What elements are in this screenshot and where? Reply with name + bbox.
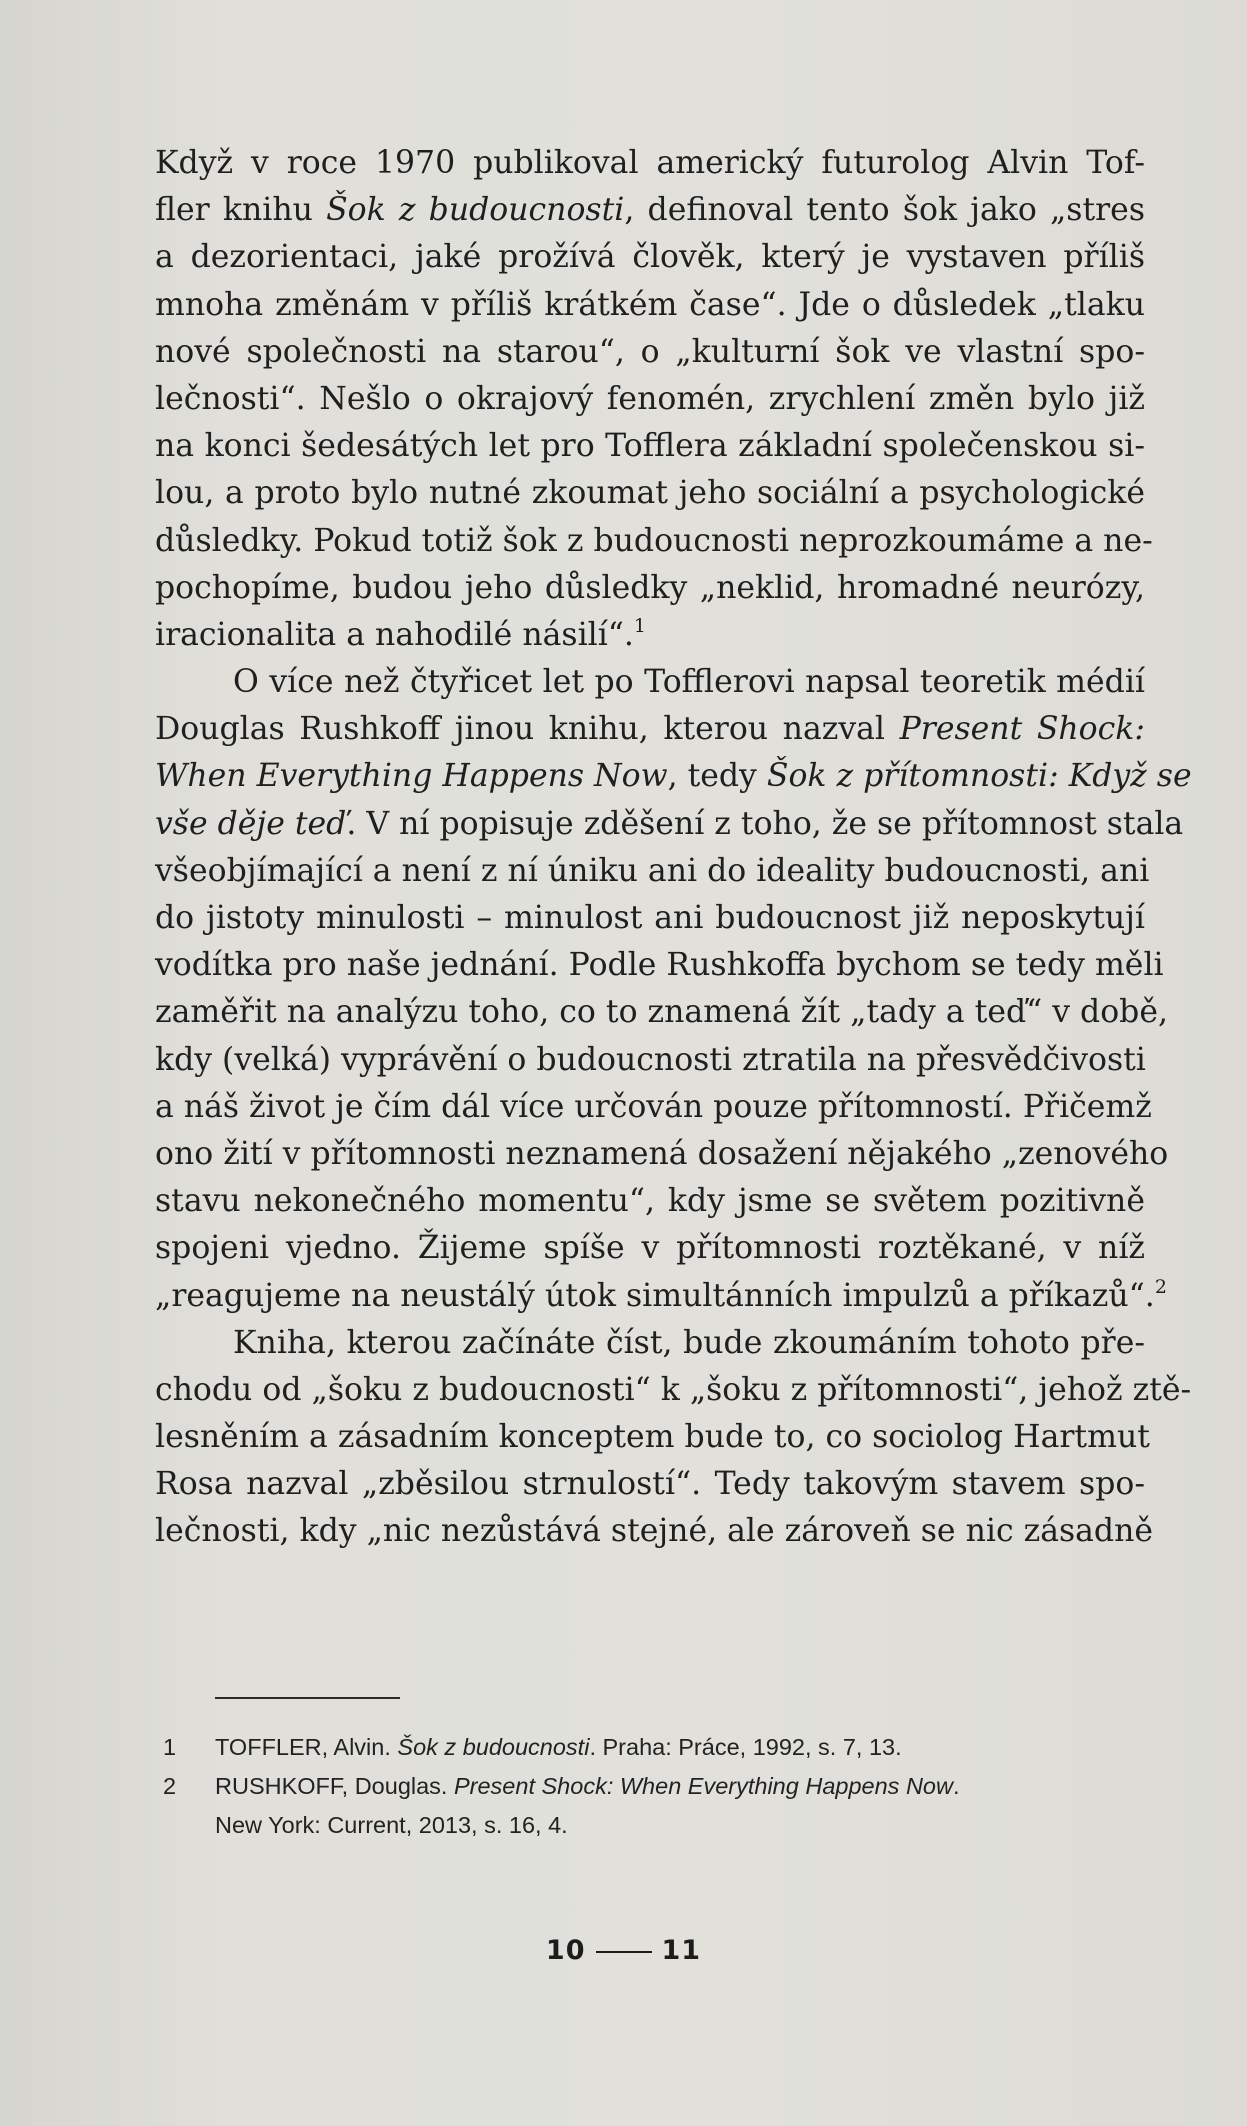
text-run: chodu od „šoku z budoucnosti“ k „šoku z přítomnosti“, jehož ztě-	[155, 1371, 1192, 1408]
footnote	[163, 1806, 1063, 1845]
text-line	[155, 1225, 1145, 1272]
footnote-number: 1	[163, 1734, 177, 1760]
page-number-left: 10	[545, 1935, 586, 1966]
footnotes	[163, 1728, 1063, 1845]
text-line	[155, 1414, 1150, 1461]
text-run: a náš život je čím dál více určován pouze přítomností. Přičemž	[155, 1088, 1152, 1125]
text-run: iracionalita a nahodilé násilí“.	[155, 616, 634, 653]
text-run: . V ní popisuje zděšení z toho, že se přítomnost stala	[346, 805, 1184, 842]
text-run: Když v roce 1970 publikoval americký futurolog Alvin Tof-	[155, 145, 1145, 181]
text-run: , definoval tento šok jako „stres	[624, 192, 1145, 229]
text-line	[155, 565, 1145, 612]
text-line	[155, 801, 1184, 848]
footnote-number: 2	[163, 1773, 177, 1799]
italic-title: Šok z budoucnosti	[397, 1734, 590, 1760]
text-run: fler knihu	[155, 192, 327, 229]
text-run: O více než čtyřicet let po Tofflerovi napsal teoretik médií	[233, 664, 1145, 701]
italic-title: Šok z budoucnosti	[326, 192, 625, 229]
text-line	[155, 1037, 1145, 1084]
text-line	[155, 895, 1145, 942]
footnote-text	[215, 1767, 960, 1806]
italic-title: Present Shock:	[899, 711, 1145, 748]
text-run: do jistoty minulosti – minulost ani budoucnost již neposkytují	[155, 900, 1145, 936]
text-run: vodítka pro naše jednání. Podle Rushkoffa bychom se tedy měli	[155, 947, 1164, 984]
text-line	[155, 753, 1192, 800]
text-line	[155, 1273, 1167, 1320]
italic-title: Šok z přítomnosti: Když se	[766, 758, 1192, 795]
italic-title: Present Shock: When Everything Happens Now	[453, 1773, 953, 1799]
footnote-separator	[215, 1697, 400, 1699]
folio-dash	[596, 1951, 652, 1953]
text-line	[155, 1178, 1145, 1225]
text-line	[155, 1084, 1152, 1131]
footnote-text	[215, 1728, 902, 1767]
text-run: RUSHKOFF, Douglas.	[215, 1773, 454, 1799]
text-run: nové společnosti na starou“, o „kulturní šok ve vlastní spo-	[155, 333, 1145, 370]
italic-title: vše děje teď	[155, 805, 347, 842]
text-run: a dezorientaci, jaké prožívá člověk, který je vystaven příliš	[155, 239, 1145, 276]
text-line	[155, 1320, 1145, 1367]
text-run: . Praha: Práce, 1992, s. 7, 13.	[589, 1734, 902, 1760]
text-run: „reagujeme na neustálý útok simultánních impulzů a příkazů“.	[155, 1277, 1155, 1314]
text-run: ono žití v přítomnosti neznamená dosažení nějakého „zenového	[155, 1135, 1169, 1172]
text-run: lesněním a zásadním konceptem bude to, co sociolog Hartmut	[155, 1419, 1150, 1456]
footnote	[163, 1728, 1063, 1767]
text-line	[155, 706, 1145, 753]
page-number-right: 11	[661, 1935, 702, 1966]
text-line	[155, 518, 1153, 565]
footnote	[163, 1767, 1063, 1806]
text-run: lou, a proto bylo nutné zkoumat jeho sociální a psychologické	[155, 475, 1145, 512]
text-run: Kniha, kterou začínáte číst, bude zkoumáním tohoto pře-	[233, 1324, 1145, 1361]
text-run: kdy (velká) vyprávění o budoucnosti ztratila na přesvědčivosti	[155, 1041, 1146, 1078]
text-run: TOFFLER, Alvin.	[215, 1734, 398, 1760]
text-run: důsledky. Pokud totiž šok z budoucnosti neprozkoumáme a ne-	[155, 522, 1153, 559]
text-line	[155, 989, 1168, 1036]
text-run: New York: Current, 2013, s. 16, 4.	[215, 1812, 568, 1838]
text-line	[155, 659, 1145, 706]
text-line	[155, 187, 1145, 234]
text-line	[155, 1131, 1169, 1178]
text-run: Douglas Rushkoff jinou knihu, kterou nazval	[155, 711, 900, 748]
page-numbers	[0, 1935, 1247, 1966]
text-line	[155, 848, 1150, 895]
text-line	[155, 1367, 1192, 1414]
body-text	[155, 140, 1192, 1556]
text-run: lečnosti“. Nešlo o okrajový fenomén, zrychlení změn bylo již	[155, 380, 1145, 417]
text-line	[155, 612, 1145, 659]
text-line	[155, 329, 1145, 376]
footnote-text	[215, 1806, 568, 1845]
text-line	[155, 942, 1164, 989]
text-run: na konci šedesátých let pro Tofflera základní společenskou si-	[155, 428, 1145, 465]
text-run: zaměřit na analýzu toho, co to znamená žít „tady a teď“ v době,	[155, 994, 1168, 1031]
footnote-ref: 2	[1154, 1275, 1167, 1298]
italic-title: When Everything Happens Now	[155, 758, 668, 795]
text-run: stavu nekonečného momentu“, kdy jsme se světem pozitivně	[155, 1183, 1145, 1220]
text-line	[155, 470, 1145, 517]
text-line	[155, 1461, 1145, 1508]
text-line	[155, 234, 1145, 281]
text-line	[155, 376, 1145, 423]
text-run: .	[952, 1773, 960, 1799]
text-run: spojeni vjedno. Žijeme spíše v přítomnosti roztěkané, v níž	[155, 1230, 1145, 1267]
text-run: pochopíme, budou jeho důsledky „neklid, hromadné neurózy,	[155, 569, 1145, 606]
text-line	[155, 1508, 1154, 1555]
text-line	[155, 140, 1145, 187]
text-line	[155, 282, 1145, 329]
text-line	[155, 423, 1145, 470]
text-run: Rosa nazval „zběsilou strnulostí“. Tedy takovým stavem spo-	[155, 1466, 1145, 1503]
text-run: všeobjímající a není z ní úniku ani do ideality budoucnosti, ani	[155, 852, 1150, 889]
text-run: mnoha změnám v příliš krátkém čase“. Jde o důsledek „tlaku	[155, 286, 1145, 323]
text-run: lečnosti, kdy „nic nezůstává stejné, ale zároveň se nic zásadně	[155, 1513, 1154, 1550]
footnote-ref: 1	[633, 614, 647, 637]
text-run: , tedy	[667, 758, 767, 795]
